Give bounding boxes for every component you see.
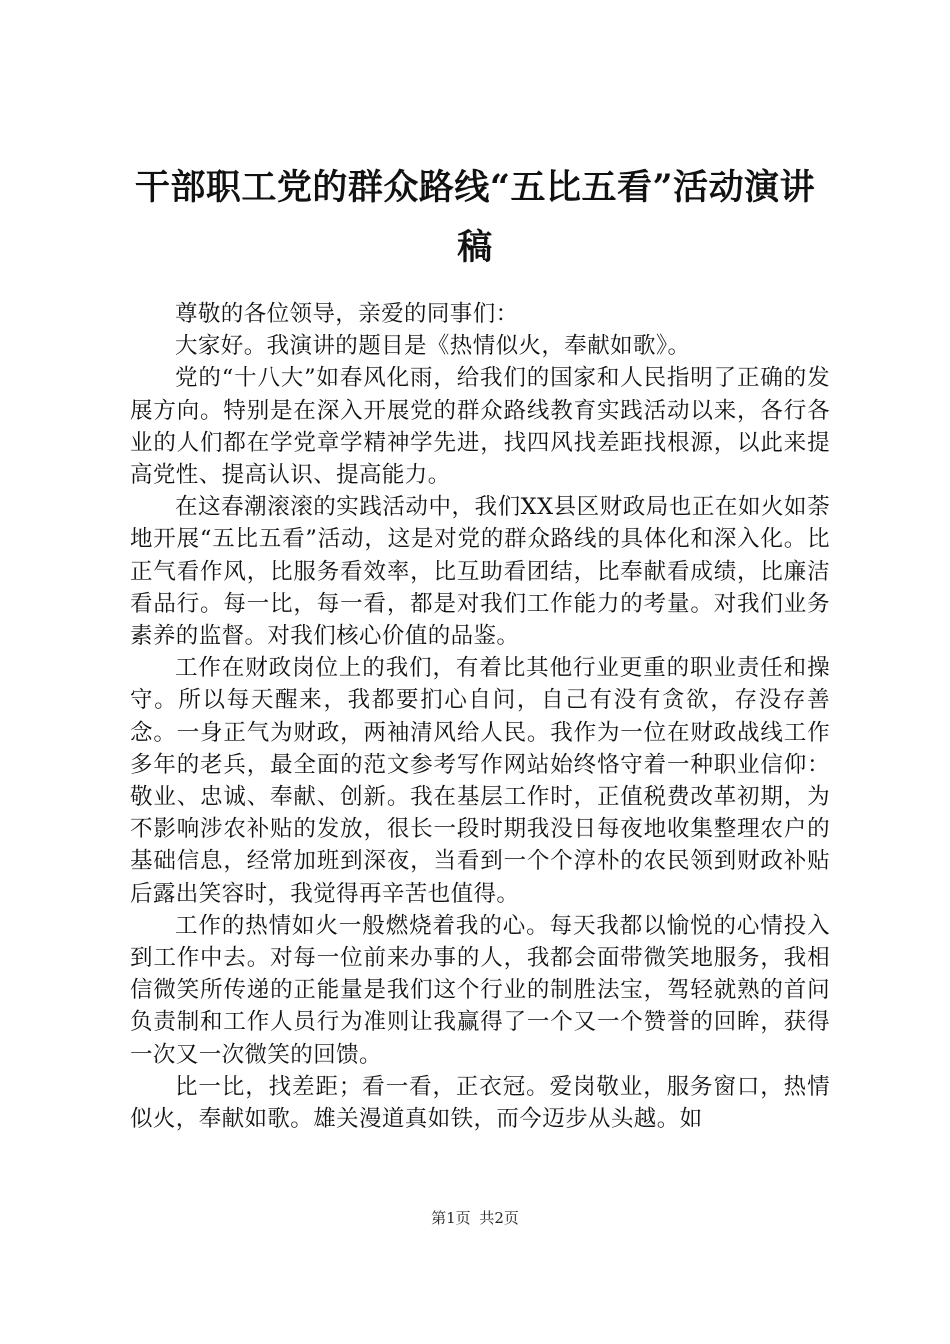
page-footer [0,1208,950,1228]
paragraph-salutation: 尊敬的各位领导，亲爱的同事们： [175,301,519,327]
document-body [130,298,830,1135]
page-total: 共2页 [479,1209,519,1227]
paragraph: 在这春潮滚滚的实践活动中，我们XX县区财政局也正在如火如荼地开展“五比五看”活动，这是对党的群众路线的具体化和深入化。比正气看作风，比服务看效率，比互助看团结，比奉献看成绩，比廉洁看品行。每一比，每一看，都是对我们工作能力的考量。对我们业务素养的监督。对我们核心价值的品鉴。 [130,494,830,650]
paragraph-greeting: 大家好。我演讲的题目是《热情似火，奉献如歌》。 [175,333,691,360]
paragraph: 工作的热情如火一般燃烧着我的心。每天我都以愉悦的心情投入到工作中去。对每一位前来办事的人，我都会面带微笑地服务，我相信微笑所传递的正能量是我们这个行业的制胜法宝，驾轻就熟的首问负责制和工作人员行为准则让我赢得了一个又一个赞誉的回眸，获得一次又一次微笑的回馈。 [130,912,830,1068]
paragraph: 比一比，找差距；看一看，正衣冠。爱岗敬业，服务窗口，热情似火，奉献如歌。雄关漫道真如铁，而今迈步从头越。如 [130,1073,830,1133]
page-number: 第1页 [431,1209,471,1227]
paragraph: 工作在财政岗位上的我们，有着比其他行业更重的职业责任和操守。所以每天醒来，我都要扪心自问，自己有没有贪欲，存没存善念。一身正气为财政，两袖清风给人民。我作为一位在财政战线工作多年的老兵，最全面的范文参考写作网站始终恪守着一种职业信仰：敬业、忠诚、奉献、创新。我在基层工作时，正值税费改革初期，为不影响涉农补贴的发放，很长一段时期我没日每夜地收集整理农户的基础信息，经常加班到深夜，当看到一个个淳朴的农民领到财政补贴后露出笑容时，我觉得再辛苦也值得。 [130,655,830,907]
document-title: 干部职工党的群众路线“五比五看”活动演讲稿 [134,167,816,268]
paragraph: 党的“十八大”如春风化雨，给我们的国家和人民指明了正确的发展方向。特别是在深入开展党的群众路线教育实践活动以来，各行各业的人们都在学党章学精神学先进，找四风找差距找根源，以此来提高党性、提高认识、提高能力。 [130,365,830,489]
